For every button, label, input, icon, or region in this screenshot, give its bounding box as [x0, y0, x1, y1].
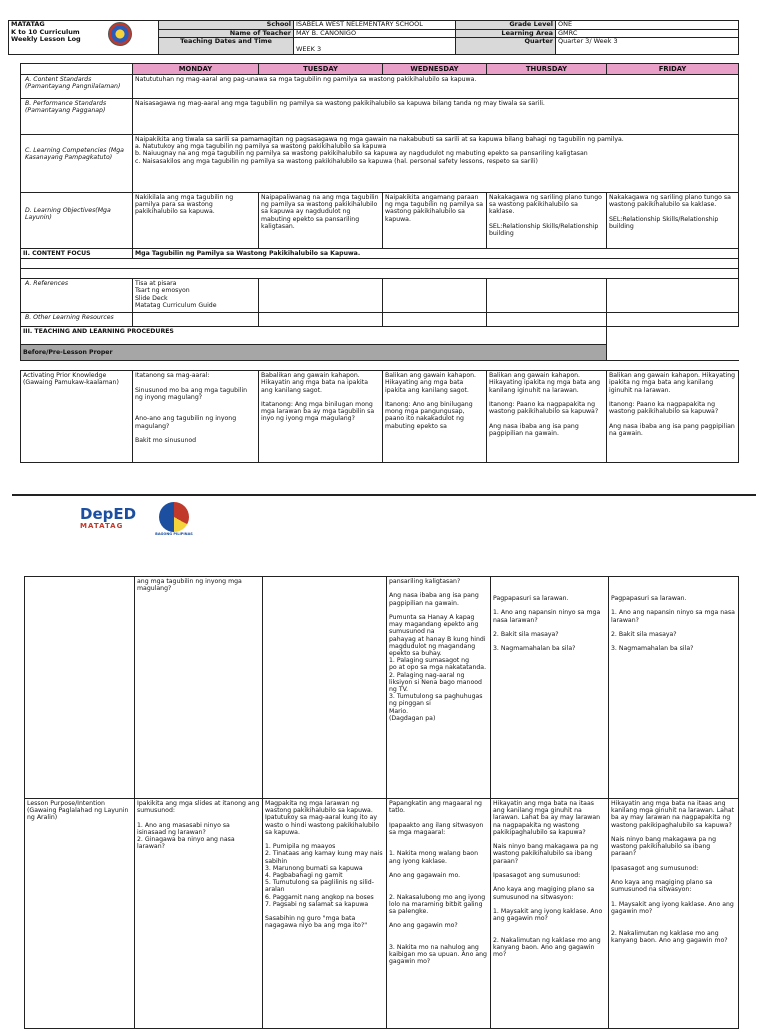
purpose-wednesday: Papangkatin ang magaaral ng tatlo. Ipapaakto ang ilang sitwasyon sa mga magaaral: 1. Nakita mong walang baon ang iyong kaklase. Ano ang gagawain mo. 2. Nakasalubong mo ang iyong lolo na maraming bitbit galing sa palengke. Ano ang gagawin mo? 3. Nakita mo na nahulog ang kaibigan mo sa upuan. Ano ang gagawin mo?	[387, 799, 491, 1029]
content-standards-text: Natututuhan ng mag-aaral ang pag-unawa sa mga tagubilin ng pamilya sa wastong pakikihalubilo sa kapuwa.	[133, 75, 739, 99]
purpose-tuesday: Magpakita ng mga larawan ng wastong pakikihalubilo sa kapuwa. Ipatutukoy sa mag-aaral kung ito ay wasto o hindi wastong pakikihalubilo sa kapuwa. 1. Pumipila ng maayos 2. Tinataas ang kamay kung may nais sabihin 3. Marunong bumati sa kapuwa 4. Pagbabahagi ng gamit 5. Tumutulong sa paglilinis ng silid-aralan 6. Paggamit nang angkop na boses 7. Pagsabi ng salamat sa kapuwa Sasabihin ng guro "mga bata nagagawa niyo ba ang mga ito?"	[263, 799, 387, 1029]
deped-seal-icon	[108, 22, 132, 46]
empty-cell	[607, 279, 739, 313]
grade-value: ONE	[556, 21, 739, 30]
objective-tuesday: Naipapaliwanag na ang mga tagubilin ng pamilya sa wastong pakikihalubilo sa kapuwa ay nagdudulot ng mabuting epekto sa pansariling kaligtasan.	[259, 193, 383, 249]
blank-row	[21, 259, 739, 269]
activating-tuesday: Babalikan ang gawain kahapon. Hikayatin ang mga bata na ipakita ang kanilang sagot. Itatanong: Ang mga binilugan mong mga larawan ba ay mga tagubilin sa inyo ng iyong mga magulang?	[259, 371, 383, 463]
empty-cell	[259, 313, 383, 327]
lesson-table-page-one	[20, 63, 738, 463]
empty-cell	[607, 327, 739, 345]
grade-label: Grade Level	[456, 21, 556, 30]
objectives-label: D. Learning Objectives(Mga Layunin)	[21, 193, 133, 249]
activating-label: Activating Prior Knowledge (Gawaing Pamukaw-kaalaman)	[21, 371, 133, 463]
school-value: ISABELA WEST NELEMENTARY SCHOOL	[294, 21, 456, 30]
purpose-friday: Hikayatin ang mga bata na itaas ang kanilang mga ginuhit na larawan. Lahat ba ay may larawan na nagpapakita ng wastong pakikipaghalubilo sa kapuwa? Nais ninyo bang makagawa pa ng wastong pakikihalubilo sa ibang paraan? Ipasasagot ang sumusunod: Ano kaya ang magiging plano sa sumusunod na sitwasyon: 1. Maysakit ang iyong kaklase. Ano ang gagawin mo? 2. Nakalimutan ng kaklase mo ang kanyang baon. Ano ang gagawin mo?	[609, 799, 739, 1029]
school-label: School	[159, 21, 294, 30]
performance-standards-text: Naisasagawa ng mag-aaral ang mga tagubilin ng pamilya sa wastong pakikihalubilo sa kapuwa bilang tanda ng may tiwala sa sarili.	[133, 99, 739, 135]
lesson-table-page-two	[24, 576, 738, 1029]
purpose-thursday: Hikayatin ang mga bata na itaas ang kanilang mga ginuhit na larawan. Lahat ba ay may larawan na nagpapakita ng wastong pakikipaghalubilo sa kapuwa? Nais ninyo bang makagawa pa ng wastong pakikihalubilo sa ibang paraan? Ipasasagot ang sumusunod: Ano kaya ang magiging plano sa sumusunod na sitwasyon: 1. Maysakit ang iyong kaklase. Ano ang gagawin mo? 2. Nakalimutan ng kaklase mo ang kanyang baon. Ano ang gagawin mo?	[491, 799, 609, 1029]
lesson-table	[20, 63, 739, 463]
content-focus-text: Mga Tagubilin ng Pamilya sa Wastong Pakikihalubilo sa Kapuwa.	[133, 249, 739, 259]
empty-cell	[133, 313, 259, 327]
quarter-label: Quarter	[456, 38, 556, 55]
dates-value: WEEK 3	[294, 38, 456, 55]
lesson-table-continued	[24, 576, 739, 1029]
activating-monday: Itatanong sa mag-aaral: Sinusunod mo ba ang mga tagubilin ng inyong magulang? Ano-ano ang tagubilin ng inyong magulang? Bakit mo sinusunod	[133, 371, 259, 463]
blank-row	[21, 269, 739, 279]
empty-cell	[383, 313, 487, 327]
competencies-label: C. Learning Competencies (Mga Kasanayang Pampagkatuto)	[21, 135, 133, 193]
page-divider	[12, 494, 756, 496]
continued-wednesday: pansariling kaligtasan? Ang nasa ibaba ang isa pang pagpipilian na gawain. Pumunta sa Hanay A kapag may magandang epekto ang sumusunod na pahayag at hanay B kung hindi magdudulot ng magandang epekto sa buhay. 1. Palaging sumasagot ng po at opo sa mga nakatatanda. 2. Palaging nag-aaral ng liksiyon si Nena bago manood ng TV. 3. Tumutulong sa paghuhugas ng pinggan si Mario. (Dagdagan pa)	[387, 577, 491, 799]
bagong-pilipinas-logo	[146, 502, 202, 540]
teacher-label: Name of Teacher	[159, 29, 294, 38]
corner-cell	[21, 64, 133, 75]
empty-cell	[487, 313, 607, 327]
day-tuesday: TUESDAY	[259, 64, 383, 75]
content-standards-label: A. Content Standards (Pamantayang Pangnilalaman)	[21, 75, 133, 99]
bagong-pilipinas-text: BAGONG PILIPINAS	[155, 532, 193, 536]
references-label: A. References	[21, 279, 133, 313]
area-value: GMRC	[556, 29, 739, 38]
continued-thursday: Pagpapasuri sa larawan. 1. Ano ang napansin ninyo sa mga nasa larawan? 2. Bakit sila masaya? 3. Nagmamahalan ba sila?	[491, 577, 609, 799]
empty-cell	[259, 279, 383, 313]
day-thursday: THURSDAY	[487, 64, 607, 75]
bagong-pilipinas-icon	[159, 502, 189, 532]
empty-cell	[487, 279, 607, 313]
continued-friday: Pagpapasuri sa larawan. 1. Ano ang napansin ninyo sa mga nasa larawan? 2. Bakit sila masaya? 3. Nagmamahalan ba sila?	[609, 577, 739, 799]
before-lesson-label: Before/Pre-Lesson Proper	[21, 345, 607, 361]
content-focus-label: II. CONTENT FOCUS	[21, 249, 133, 259]
matatag-wordmark: MATATAG	[80, 522, 124, 530]
deped-wordmark: DepED	[80, 505, 137, 523]
objective-wednesday: Naipakikita angamang paraan ng mga tagubilin ng pamilya sa wastong pakikihalubilo sa kapuwa.	[383, 193, 487, 249]
activating-wednesday: Balikan ang gawain kahapon. Hikayating ang mga bata ipakita ang kanilang sagot. Itanong: Ano ang binilugang mong mga pangungusap, paano ito nakakadulot ng mabuting epekto sa	[383, 371, 487, 463]
curriculum-title: MATATAG K to 10 Curriculum Weekly Lesson Log	[9, 21, 109, 55]
teacher-value: MAY B. CANONIGO	[294, 29, 456, 38]
references-text: Tisa at pisara Tsart ng emosyon Slide Deck Matatag Curriculum Guide	[133, 279, 259, 313]
empty-cell	[25, 577, 135, 799]
area-label: Learning Area	[456, 29, 556, 38]
empty-cell	[607, 313, 739, 327]
continued-tuesday	[263, 577, 387, 799]
dates-label: Teaching Dates and Time	[159, 38, 294, 55]
continued-monday: ang mga tagubilin ng inyong mga magulang?	[135, 577, 263, 799]
procedures-label: III. TEACHING AND LEARNING PROCEDURES	[21, 327, 607, 345]
empty-cell	[383, 279, 487, 313]
activating-friday: Balikan ang gawain kahapon. Hikayating ipakita ng mga bata ang kanilang iginuhit na larawan. Itanong: Paano ka nagpapakita ng wastong pakikihalubilo sa kapuwa? Ang nasa ibaba ang isa pang pagpipilian na gawain.	[607, 371, 739, 463]
objective-thursday: Nakakagawa ng sariling plano tungo sa wastong pakikihalubilo sa kaklase. SEL:Relationship Skills/Relationship building	[487, 193, 607, 249]
competencies-text: Naipakikita ang tiwala sa sarili sa pamamagitan ng pagsasagawa ng mga gawain na nakabubuti sa sarili at sa kapuwa bilang bahagi ng tagubilin ng pamilya. a. Natutukoy ang mga tagubilin ng pamilya sa wastong pakikihalubilo sa kapuwa b. Naiuugnay na ang mga tagubilin ng pamilya sa wastong pakikihalubilo sa kapuwa ay nagdudulot ng mabuting epekto sa pansariling kaligtasan c. Naisasakilos ang mga tagubilin ng pamilya sa wastong pakikihalubilo sa kapuwa (hal. personal safety lessons, respeto sa sarili)	[133, 135, 739, 193]
day-wednesday: WEDNESDAY	[383, 64, 487, 75]
activating-thursday: Balikan ang gawain kahapon. Hikayating ipakita ng mga bata ang kanilang iginuhit na larawan. Itanong: Paano ka nagpapakita ng wastong pakikihalubilo sa kapuwa? Ang nasa ibaba ang isa pang pagpipilian na gawain.	[487, 371, 607, 463]
day-monday: MONDAY	[133, 64, 259, 75]
deped-logo	[80, 506, 140, 536]
other-resources-label: B. Other Learning Resources	[21, 313, 133, 327]
blank-row	[21, 361, 739, 371]
quarter-value: Quarter 3/ Week 3	[556, 38, 739, 55]
objective-friday: Nakakagawa ng sariling plano tungo sa wastong pakikihalubilo sa kaklase. SEL:Relationship Skills/Relationship building	[607, 193, 739, 249]
empty-cell	[607, 345, 739, 361]
day-friday: FRIDAY	[607, 64, 739, 75]
lesson-purpose-label: Lesson Purpose/Intention (Gawaing Paglalahad ng Layunin ng Aralin)	[25, 799, 135, 1029]
purpose-monday: Ipakikita ang mga slides at itanong ang sumusunod: 1. Ano ang masasabi ninyo sa isinasaad ng larawan? 2. Ginagawa ba ninyo ang nasa larawan?	[135, 799, 263, 1029]
objective-monday: Nakikilala ang mga tagubilin ng pamilya para sa wastong pakikihalubilo sa kapuwa.	[133, 193, 259, 249]
performance-standards-label: B. Performance Standards (Pamantayang Pagganap)	[21, 99, 133, 135]
